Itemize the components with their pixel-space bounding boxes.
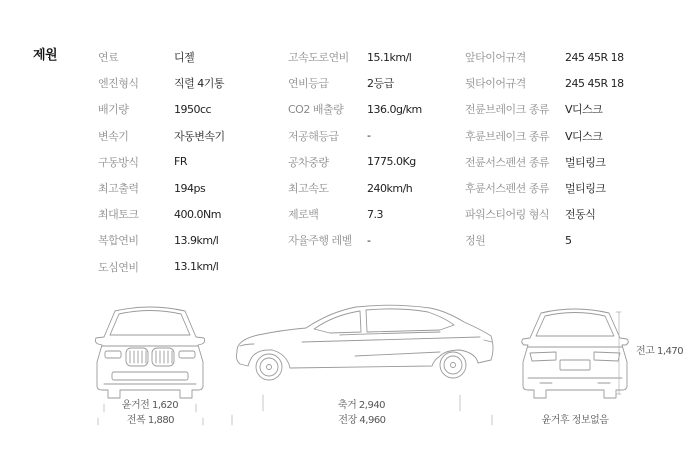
spec-value: 194ps bbox=[174, 181, 206, 195]
overall-width-label: 전폭 1,880 bbox=[126, 415, 175, 426]
spec-value: 전동식 bbox=[565, 208, 596, 222]
spec-label: 전륜브레이크 종류 bbox=[465, 103, 550, 117]
spec-label: 후륜서스펜션 종류 bbox=[465, 182, 550, 196]
spec-row bbox=[465, 149, 645, 175]
spec-row bbox=[465, 70, 645, 96]
spec-row bbox=[465, 123, 645, 149]
section-title: 제원 bbox=[33, 48, 58, 63]
spec-row bbox=[465, 96, 645, 122]
spec-value: 13.1km/l bbox=[174, 260, 219, 274]
spec-row bbox=[288, 70, 457, 96]
spec-label: 고속도로연비 bbox=[288, 51, 349, 65]
spec-label: 최대토크 bbox=[98, 208, 139, 222]
spec-label: 최고출력 bbox=[98, 182, 139, 196]
spec-row bbox=[98, 175, 274, 201]
spec-label: 최고속도 bbox=[288, 182, 329, 196]
spec-row bbox=[98, 70, 274, 96]
spec-label: 구동방식 bbox=[98, 155, 139, 169]
spec-value: 디젤 bbox=[174, 51, 195, 65]
car-outline-drawings bbox=[0, 290, 700, 463]
spec-label: 도심연비 bbox=[98, 260, 139, 274]
spec-row bbox=[98, 123, 274, 149]
spec-value: FR bbox=[174, 155, 187, 169]
spec-row bbox=[288, 44, 457, 70]
spec-value: V디스크 bbox=[565, 129, 603, 143]
spec-value: 1950cc bbox=[174, 102, 212, 116]
spec-value: V디스크 bbox=[565, 103, 603, 117]
spec-label: 파워스티어링 형식 bbox=[465, 208, 550, 222]
spec-label: 앞타이어규격 bbox=[465, 51, 526, 65]
spec-label: 복합연비 bbox=[98, 234, 139, 248]
spec-value: 245 45R 18 bbox=[565, 76, 624, 90]
wheelbase-label: 축거 2,940 bbox=[337, 400, 386, 411]
spec-row bbox=[465, 175, 645, 201]
spec-value: 5 bbox=[565, 233, 572, 247]
spec-label: 자율주행 레벨 bbox=[288, 234, 352, 248]
spec-column-3 bbox=[465, 44, 645, 254]
spec-label: 변속기 bbox=[98, 129, 129, 143]
spec-row bbox=[98, 227, 274, 253]
spec-row bbox=[288, 175, 457, 201]
spec-row bbox=[288, 201, 457, 227]
rear-tread-label: 윤거후 정보없음 bbox=[541, 415, 609, 426]
spec-label: 전륜서스펜션 종류 bbox=[465, 155, 550, 169]
spec-value: 15.1km/l bbox=[367, 50, 412, 64]
spec-row bbox=[288, 123, 457, 149]
spec-row bbox=[288, 96, 457, 122]
spec-label: 후륜브레이크 종류 bbox=[465, 129, 550, 143]
spec-value: 400.0Nm bbox=[174, 207, 221, 221]
spec-row bbox=[98, 149, 274, 175]
spec-row bbox=[98, 254, 274, 280]
spec-value: 240km/h bbox=[367, 181, 413, 195]
spec-value: 자동변속기 bbox=[174, 129, 225, 143]
spec-row bbox=[465, 44, 645, 70]
spec-label: 배기량 bbox=[98, 103, 129, 117]
spec-value: 2등급 bbox=[367, 77, 394, 91]
car-front-view bbox=[95, 307, 204, 398]
spec-label: 엔진형식 bbox=[98, 77, 139, 91]
spec-value: 1775.0Kg bbox=[367, 155, 416, 169]
spec-label: 제로백 bbox=[288, 208, 319, 222]
car-side-view bbox=[236, 305, 493, 380]
spec-row bbox=[288, 149, 457, 175]
spec-row bbox=[98, 96, 274, 122]
overall-length-label: 전장 4,960 bbox=[338, 415, 386, 426]
spec-value: 직렬 4기통 bbox=[174, 77, 224, 91]
spec-label: 공차중량 bbox=[288, 155, 329, 169]
spec-row bbox=[465, 227, 645, 253]
front-tread-label: 윤거전 1,620 bbox=[121, 400, 179, 411]
spec-value: 13.9km/l bbox=[174, 233, 219, 247]
spec-value: 136.0g/km bbox=[367, 102, 422, 116]
spec-label: 저공해등급 bbox=[288, 129, 339, 143]
dimension-drawing bbox=[0, 290, 700, 463]
spec-label: 연료 bbox=[98, 51, 119, 65]
spec-value: - bbox=[367, 129, 371, 143]
spec-value: - bbox=[367, 233, 371, 247]
spec-value: 7.3 bbox=[367, 207, 383, 221]
spec-label: CO2 배출량 bbox=[288, 103, 344, 117]
spec-label: 뒷타이어규격 bbox=[465, 77, 526, 91]
overall-height-label: 전고 1,470 bbox=[636, 346, 684, 357]
spec-row bbox=[98, 44, 274, 70]
spec-column-1 bbox=[98, 44, 274, 280]
spec-row bbox=[98, 201, 274, 227]
spec-value: 245 45R 18 bbox=[565, 50, 624, 64]
spec-row bbox=[288, 227, 457, 253]
car-rear-view bbox=[522, 309, 629, 398]
spec-column-2 bbox=[288, 44, 457, 254]
spec-value: 멀티링크 bbox=[565, 182, 606, 196]
spec-row bbox=[465, 201, 645, 227]
spec-value: 멀티링크 bbox=[565, 155, 606, 169]
spec-label: 정원 bbox=[465, 234, 486, 248]
spec-label: 연비등급 bbox=[288, 77, 329, 91]
